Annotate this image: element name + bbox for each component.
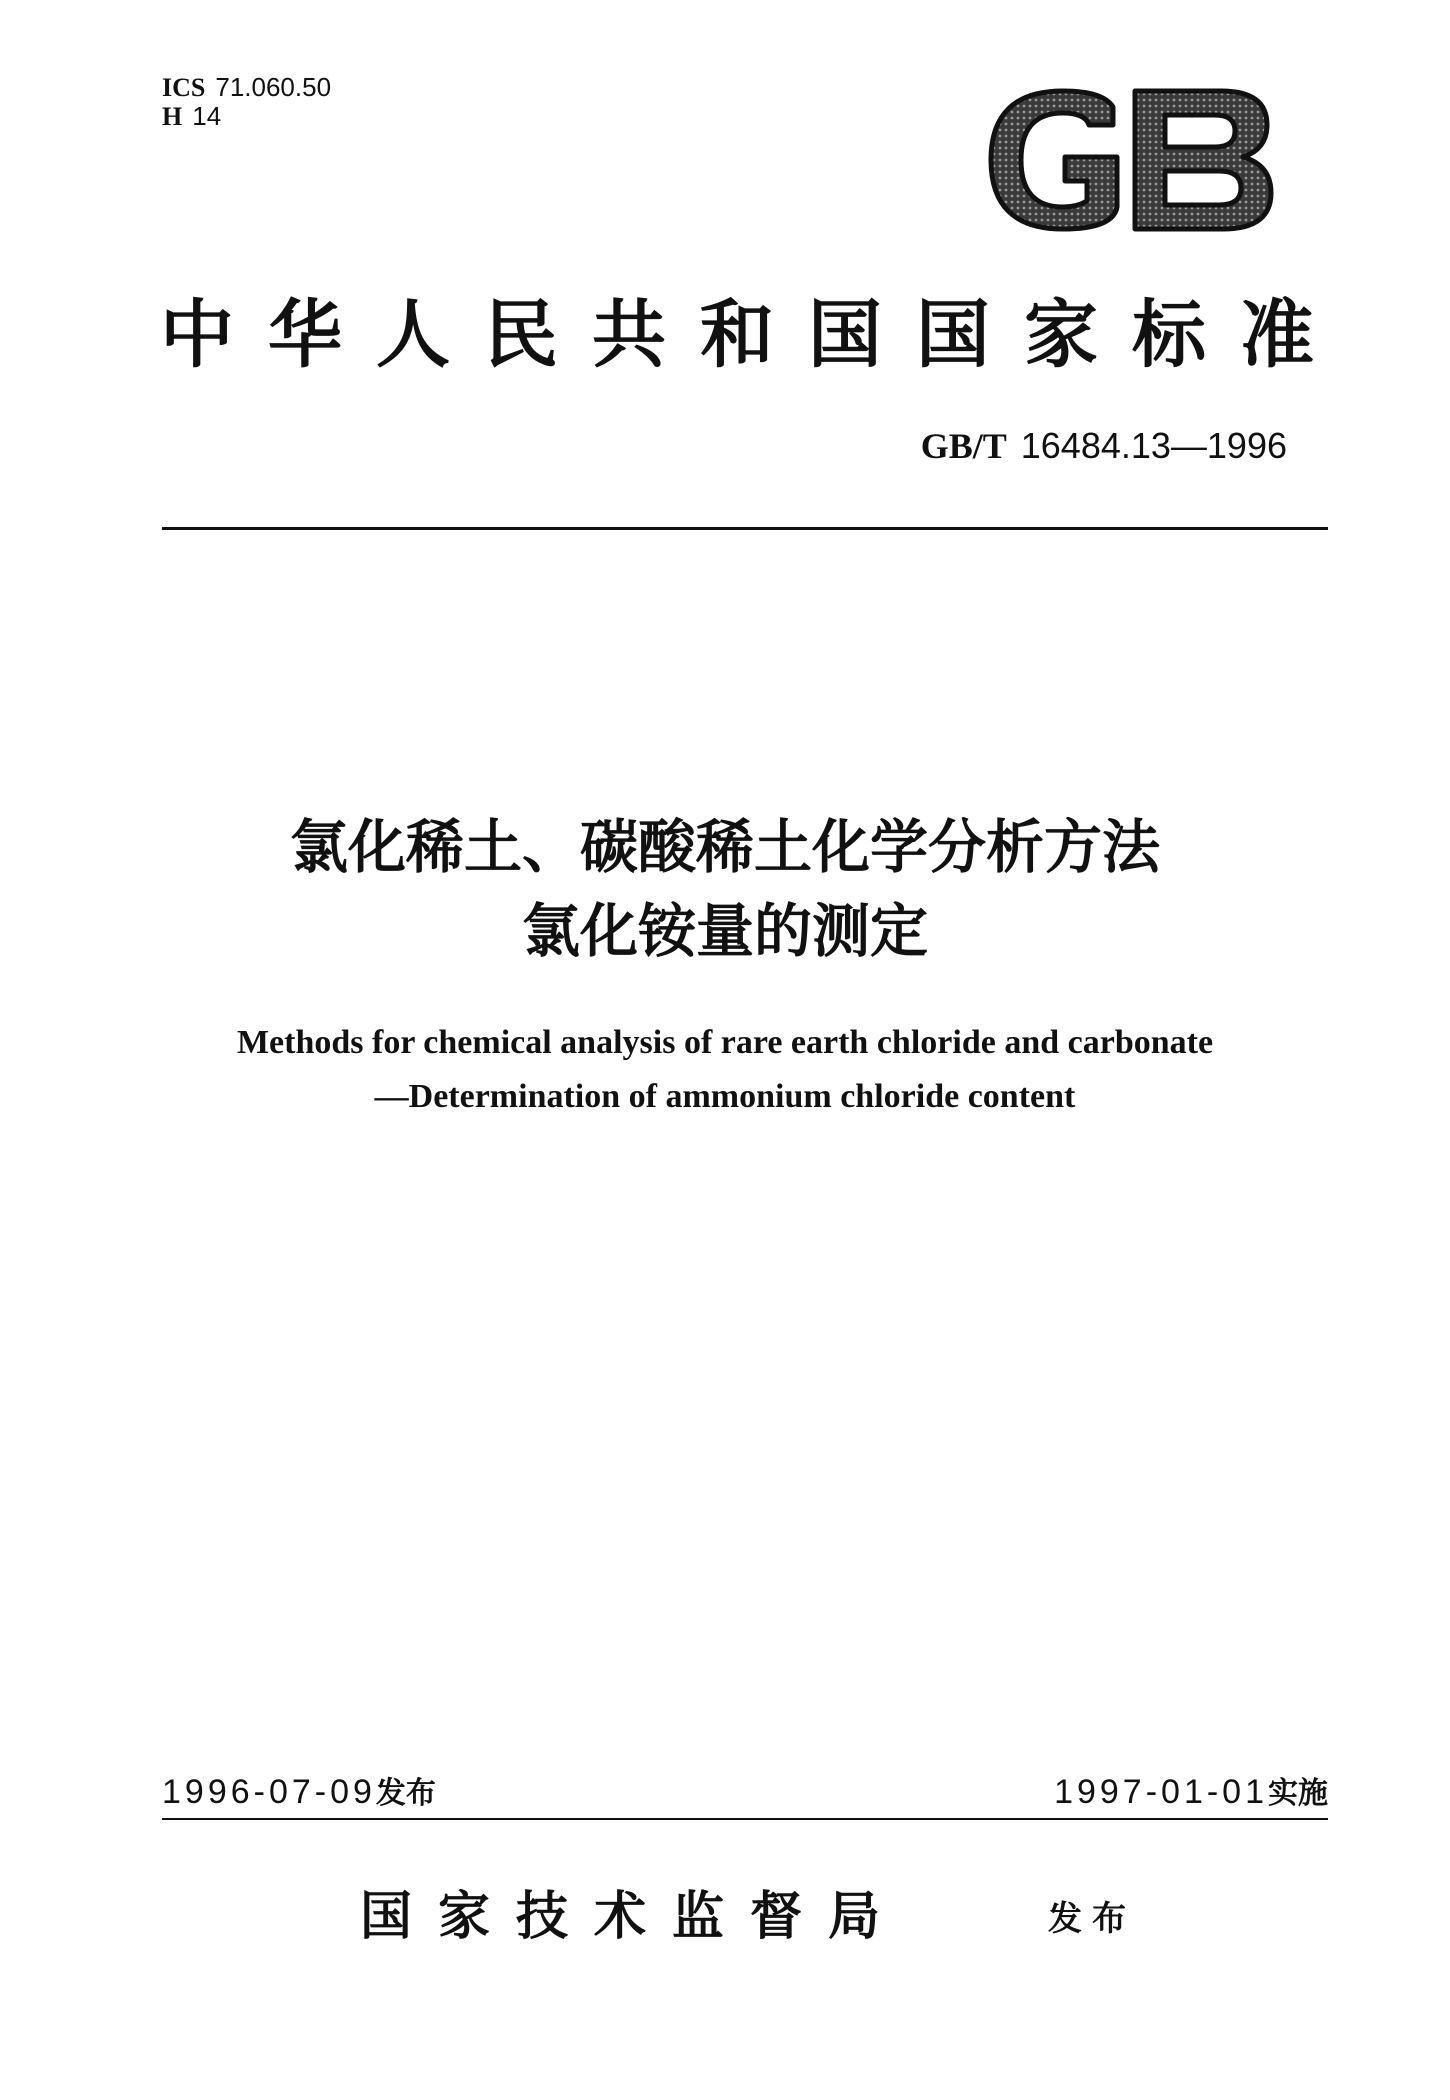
implement-date-value: 1997-01-01 [1054, 1773, 1268, 1811]
ics-value: 71.060.50 [215, 72, 332, 102]
title-en-line2: —Determination of ammonium chloride content [374, 1078, 1076, 1115]
ccs-value: 14 [192, 101, 222, 131]
standard-prefix: GB/T [920, 426, 1007, 466]
ics-code [162, 72, 331, 103]
implement-date [1054, 1770, 1328, 1816]
issue-date-value: 1996-07-09 [162, 1773, 376, 1811]
issue-date-label: 发布 [375, 1776, 436, 1811]
issuer-label: 发布 [1048, 1899, 1136, 1939]
implement-date-label: 实施 [1268, 1776, 1328, 1811]
issue-date [162, 1770, 436, 1816]
bottom-divider [162, 1818, 1328, 1820]
standard-code: 16484.13—1996 [1020, 425, 1287, 466]
top-divider [162, 527, 1328, 530]
title-en-line1: Methods for chemical analysis of rare earth chloride and carbonate [236, 1024, 1214, 1061]
standard-number [921, 424, 1287, 468]
header-title: 中华人民共和国国家标准 [160, 292, 1348, 378]
gb-logo [985, 85, 1275, 235]
ics-label: ICS [162, 73, 206, 102]
title-cn-line1: 氯化稀土、碳酸稀土化学分析方法 [289, 813, 1160, 881]
title-cn-line2: 氯化铵量的测定 [521, 897, 928, 965]
issuer-name: 国家技术监督局 [360, 1886, 907, 1947]
ccs-label: H [162, 102, 183, 131]
ccs-code [162, 101, 221, 132]
